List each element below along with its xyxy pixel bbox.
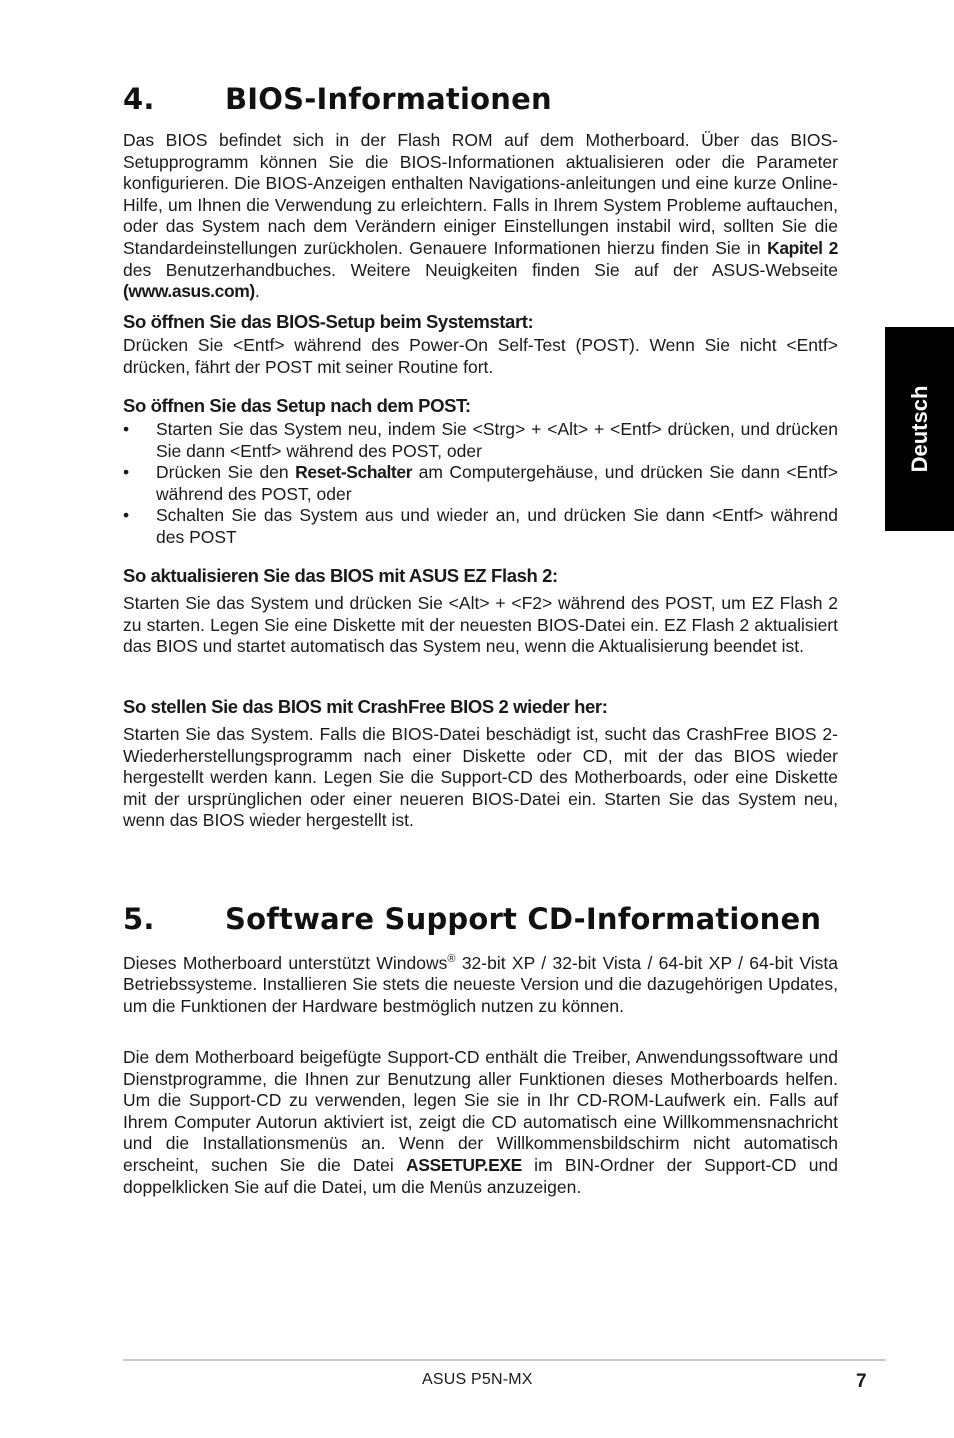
section-4-number: 4. bbox=[123, 82, 155, 116]
intro-text-end: . bbox=[254, 281, 260, 302]
language-tab-label: Deutsch bbox=[906, 385, 932, 473]
bullet-icon: • bbox=[123, 505, 130, 526]
intro-text-continued: des Benutzerhandbuches. Weitere Neuigkeiten finden Sie auf der ASUS-Webseite bbox=[123, 259, 838, 280]
list-item bbox=[123, 419, 838, 462]
bios-setup-at-boot-heading: So öffnen Sie das BIOS-Setup beim Systemstart: bbox=[123, 311, 534, 332]
list-item-text: Starten Sie das System neu, indem Sie <Strg> + <Alt> + <Entf> drücken, und drücken Sie dann <Entf> während des POST, oder bbox=[156, 419, 838, 461]
section-5-number: 5. bbox=[123, 902, 155, 936]
intro-text: Das BIOS befindet sich in der Flash ROM auf dem Motherboard. Über das BIOS-Setupprogramm können Sie die BIOS-Informationen aktualisieren oder die Parameter konfigurieren. Die BIOS-Anzeigen enthalten Navigations-anleitungen und eine kurze Online-Hilfe, um Ihnen die Verwendung zu erleichtern. Falls in Ihrem System Probleme auftauchen, oder das System nach dem Verändern einiger Einstellungen instabil wird, sollten Sie die Standardeinstellungen zurückholen. Genauere Informationen hierzu finden Sie in bbox=[123, 130, 838, 258]
section-5-heading bbox=[123, 902, 821, 936]
setup-after-post-heading: So öffnen Sie das Setup nach dem POST: bbox=[123, 395, 471, 416]
list-item-text-continued: am Computergehäuse, und drücken Sie dann <Entf> während des POST, oder bbox=[156, 462, 838, 504]
bullet-icon: • bbox=[123, 419, 130, 439]
chapter-reference: Kapitel 2 bbox=[767, 237, 839, 258]
setup-after-post-list bbox=[123, 419, 838, 549]
registered-mark: ® bbox=[447, 953, 456, 965]
footer-product-name: ASUS P5N-MX bbox=[422, 1371, 533, 1388]
bullet-icon: • bbox=[123, 462, 130, 483]
bios-setup-at-boot-text: Drücken Sie <Entf> während des Power-On Self-Test (POST). Wenn Sie nicht <Entf> drücken, fährt der POST mit seiner Routine fort. bbox=[123, 335, 838, 377]
os-support-text: Dieses Motherboard unterstützt Windows bbox=[123, 952, 448, 973]
language-tab bbox=[885, 327, 954, 531]
section-5-paragraph-2 bbox=[123, 1047, 838, 1198]
reset-switch-reference: Reset-Schalter bbox=[295, 462, 413, 483]
assetup-file-reference: ASSETUP.EXE bbox=[406, 1154, 522, 1175]
footer-divider bbox=[123, 1359, 886, 1361]
section-4-heading bbox=[123, 82, 552, 116]
section-5-title: Software Support CD-Informationen bbox=[225, 902, 822, 936]
support-cd-text-continued: im BIN-Ordner der Support-CD und doppelklicken Sie auf die Datei, um die Menüs anzuzeigen. bbox=[123, 1154, 838, 1197]
list-item bbox=[123, 462, 838, 505]
website-reference: (www.asus.com) bbox=[123, 281, 255, 302]
page-number: 7 bbox=[856, 1371, 867, 1392]
section-4-title: BIOS-Informationen bbox=[225, 82, 552, 116]
ez-flash-text: Starten Sie das System und drücken Sie <Alt> + <F2> während des POST, um EZ Flash 2 zu starten. Legen Sie eine Diskette mit der neuesten BIOS-Datei ein. EZ Flash 2 aktualisiert das BIOS und startet automatisch das System neu, wenn die Aktualisierung beendet ist. bbox=[123, 593, 838, 657]
list-item bbox=[123, 505, 838, 548]
support-cd-text: Die dem Motherboard beigefügte Support-CD enthält die Treiber, Anwendungssoftware und Dienstprogramme, die Ihnen zur Benutzung aller Funktionen dieses Motherboards helfen. Um die Support-CD zu verwenden, legen Sie sie in Ihr CD-ROM-Laufwerk ein. Falls auf Ihrem Computer Autorun aktiviert ist, zeigt die CD automatisch eine Willkommensnachricht und die Installationsmenüs an. Wenn der Willkommensbildschirm nicht automatisch erscheint, suchen Sie die Datei bbox=[123, 1047, 838, 1175]
ez-flash-heading: So aktualisieren Sie das BIOS mit ASUS EZ Flash 2: bbox=[123, 565, 558, 586]
section-5-paragraph-1 bbox=[123, 949, 838, 1018]
crashfree-heading: So stellen Sie das BIOS mit CrashFree BIOS 2 wieder her: bbox=[123, 696, 608, 717]
crashfree-text: Starten Sie das System. Falls die BIOS-Datei beschädigt ist, sucht das CrashFree BIOS 2-Wiederherstellungsprogramm nach einer Diskette oder CD, mit der das BIOS wieder hergestellt werden kann. Legen Sie die Support-CD des Motherboards, oder eine Diskette mit der ursprünglichen oder einer neueren BIOS-Datei ein. Starten Sie das System neu, wenn das BIOS wieder hergestellt ist. bbox=[123, 724, 838, 831]
section-4-intro bbox=[123, 130, 838, 303]
os-support-text-continued: 32-bit XP / 32-bit Vista / 64-bit XP / 64-bit Vista Betriebssysteme. Installieren Sie stets die neueste Version und die dazugehörigen Updates, um die Funktionen der Hardware bestmöglich nutzen zu können. bbox=[123, 952, 839, 1017]
list-item-text: Schalten Sie das System aus und wieder an, und drücken Sie dann <Entf> während des POST bbox=[156, 505, 838, 547]
list-item-text: Drücken Sie den bbox=[156, 462, 296, 483]
